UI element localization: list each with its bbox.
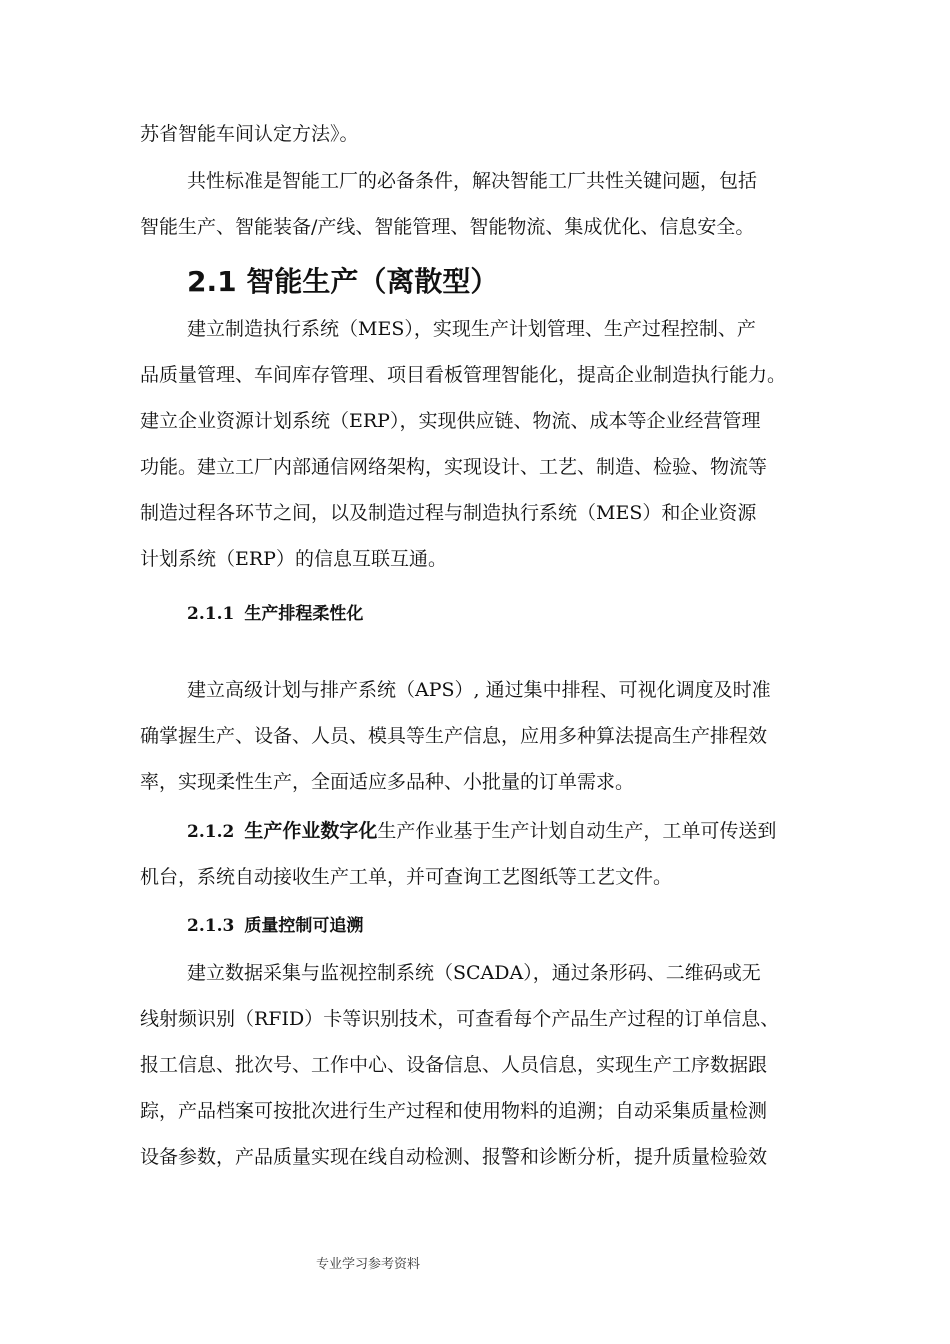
subsection-heading-2-1-3 [187, 914, 363, 938]
paragraph-line: 建立企业资源计划系统（ERP），实现供应链、物流、成本等企业经营管理 [140, 410, 761, 432]
paragraph-line: 功能。建立工厂内部通信网络架构，实现设计、工艺、制造、检验、物流等 [140, 456, 768, 478]
intro-line: 苏省智能车间认定方法》。 [140, 123, 359, 145]
subsection-title: 生产作业数字化 [244, 820, 378, 842]
page-footer: 专业学习参考资料 [316, 1257, 421, 1272]
paragraph-line: 品质量管理、车间库存管理、项目看板管理智能化，提高企业制造执行能力。 [140, 364, 787, 386]
paragraph-line: 线射频识别（RFID）卡等识别技术，可查看每个产品生产过程的订单信息、 [140, 1008, 780, 1030]
paragraph-line: 报工信息、批次号、工作中心、设备信息、人员信息，实现生产工序数据跟 [140, 1054, 768, 1076]
subsection-text: 生产作业基于生产计划自动生产，工单可传送到 [377, 820, 777, 842]
subsection-number: 2.1.2 [187, 822, 235, 842]
paragraph-line: 建立数据采集与监视控制系统（SCADA），通过条形码、二维码或无 [187, 962, 761, 984]
paragraph-line: 建立高级计划与排产系统（APS）, 通过集中排程、可视化调度及时准 [187, 679, 771, 701]
subsection-title: 生产排程柔性化 [244, 604, 364, 624]
paragraph-line: 机台，系统自动接收生产工单，并可查询工艺图纸等工艺文件。 [140, 866, 673, 888]
section-heading-2-1: 2.1 智能生产（离散型） [187, 265, 499, 298]
subsection-heading-2-1-1 [187, 602, 363, 626]
intro-paragraph-line: 智能生产、智能装备/产线、智能管理、智能物流、集成优化、信息安全。 [140, 216, 755, 238]
paragraph-line: 制造过程各环节之间，以及制造过程与制造执行系统（MES）和企业资源 [140, 502, 757, 524]
paragraph-line: 确掌握生产、设备、人员、模具等生产信息，应用多种算法提高生产排程效 [140, 725, 768, 747]
subsection-number: 2.1.1 [187, 604, 235, 624]
paragraph-line: 踪，产品档案可按批次进行生产过程和使用物料的追溯；自动采集质量检测 [140, 1100, 768, 1122]
subsection-2-1-2-line [187, 819, 776, 844]
paragraph-line: 率，实现柔性生产，全面适应多品种、小批量的订单需求。 [140, 771, 635, 793]
paragraph-line: 计划系统（ERP）的信息互联互通。 [140, 548, 447, 570]
paragraph-line: 建立制造执行系统（MES），实现生产计划管理、生产过程控制、产 [187, 318, 756, 340]
intro-paragraph-line: 共性标准是智能工厂的必备条件，解决智能工厂共性关键问题，包括 [187, 170, 758, 192]
paragraph-line: 设备参数，产品质量实现在线自动检测、报警和诊断分析，提升质量检验效 [140, 1146, 768, 1168]
subsection-number: 2.1.3 [187, 916, 235, 936]
subsection-title: 质量控制可追溯 [244, 916, 364, 936]
